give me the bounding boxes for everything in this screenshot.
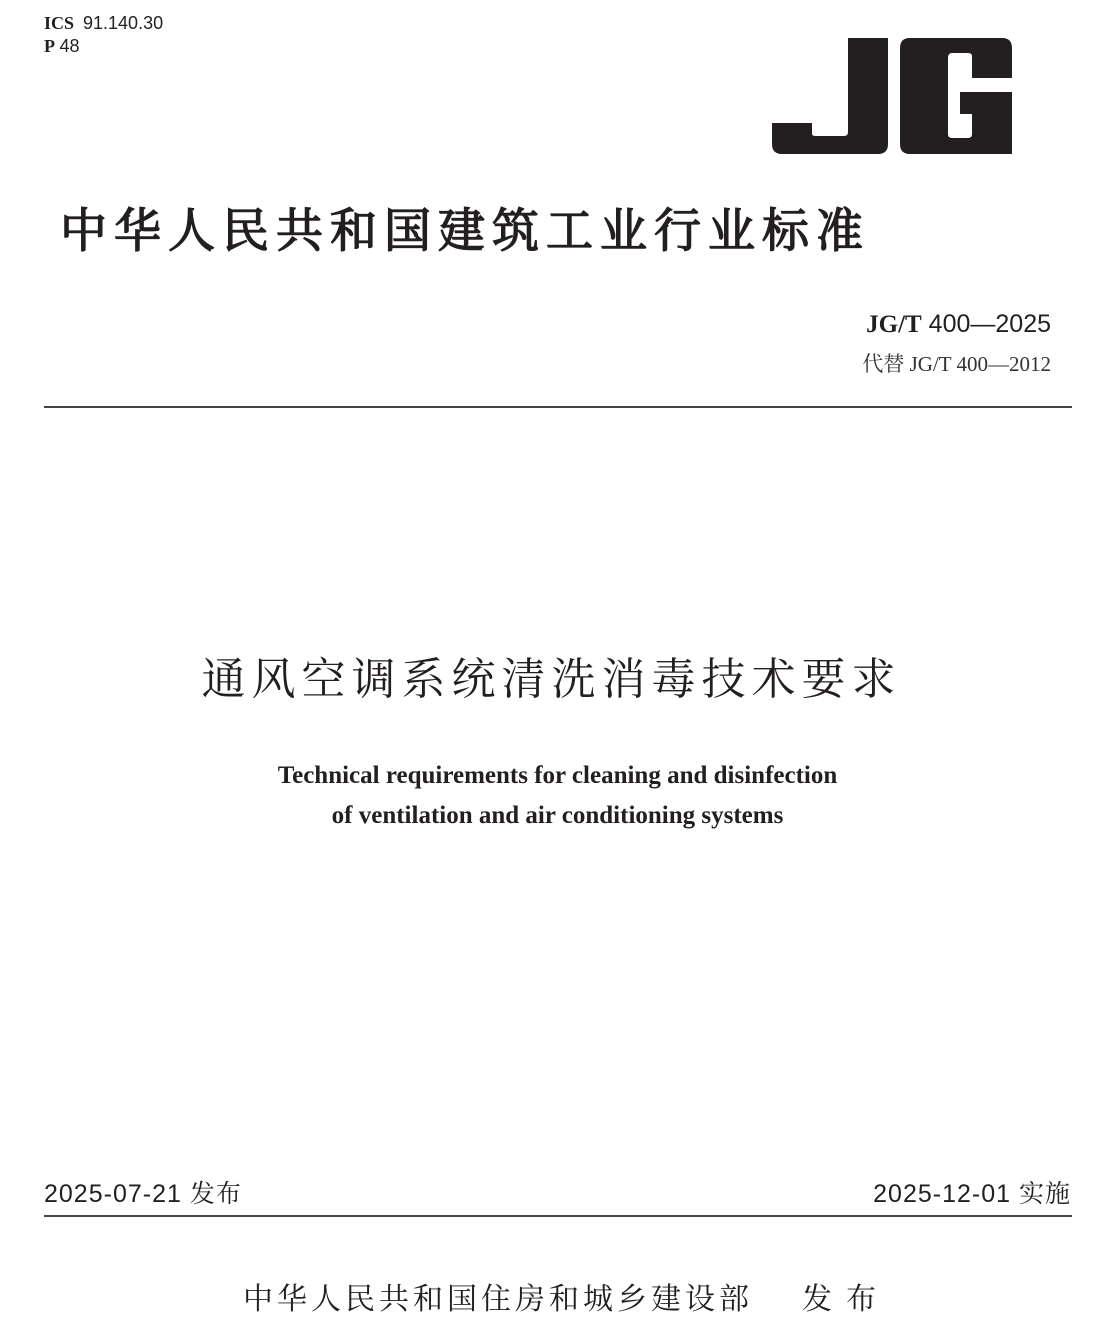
category-title: 中华人民共和国建筑工业行业标准 <box>60 204 870 257</box>
issuing-authority: 中华人民共和国住房和城乡建设部 <box>243 1283 753 1316</box>
ics-code: 91.140.30 <box>83 13 164 33</box>
document-title-english <box>0 756 1103 836</box>
standard-number <box>866 310 1051 339</box>
replaces-label: 代替 <box>862 352 905 376</box>
english-title-line-2: of ventilation and air conditioning systems <box>331 802 784 829</box>
ics-classification <box>44 12 163 58</box>
jg-logo <box>772 34 1012 158</box>
replaces-standard <box>862 348 1051 378</box>
bottom-divider <box>44 1215 1072 1217</box>
implement-date-value: 2025-12-01 <box>873 1180 1012 1208</box>
implement-date <box>873 1174 1071 1210</box>
english-title-line-1: Technical requirements for cleaning and disinfection <box>277 762 838 789</box>
p-code: 48 <box>59 36 80 56</box>
ics-line <box>44 12 163 35</box>
top-divider <box>44 406 1072 408</box>
jg-logo-icon <box>772 34 1012 158</box>
issue-date-value: 2025-07-21 <box>44 1180 182 1208</box>
issue-date-label: 发布 <box>189 1180 242 1208</box>
standard-prefix: JG/T <box>866 311 922 338</box>
document-title-chinese: 通风空调系统清洗消毒技术要求 <box>201 655 902 704</box>
ics-label: ICS <box>44 13 75 33</box>
issue-word: 发布 <box>802 1283 890 1316</box>
issue-date <box>44 1174 242 1210</box>
replaces-code: JG/T 400—2012 <box>909 352 1051 376</box>
standard-code: 400—2025 <box>928 310 1051 338</box>
implement-date-label: 实施 <box>1018 1180 1071 1208</box>
p-line <box>44 35 163 58</box>
p-label: P <box>44 36 55 56</box>
